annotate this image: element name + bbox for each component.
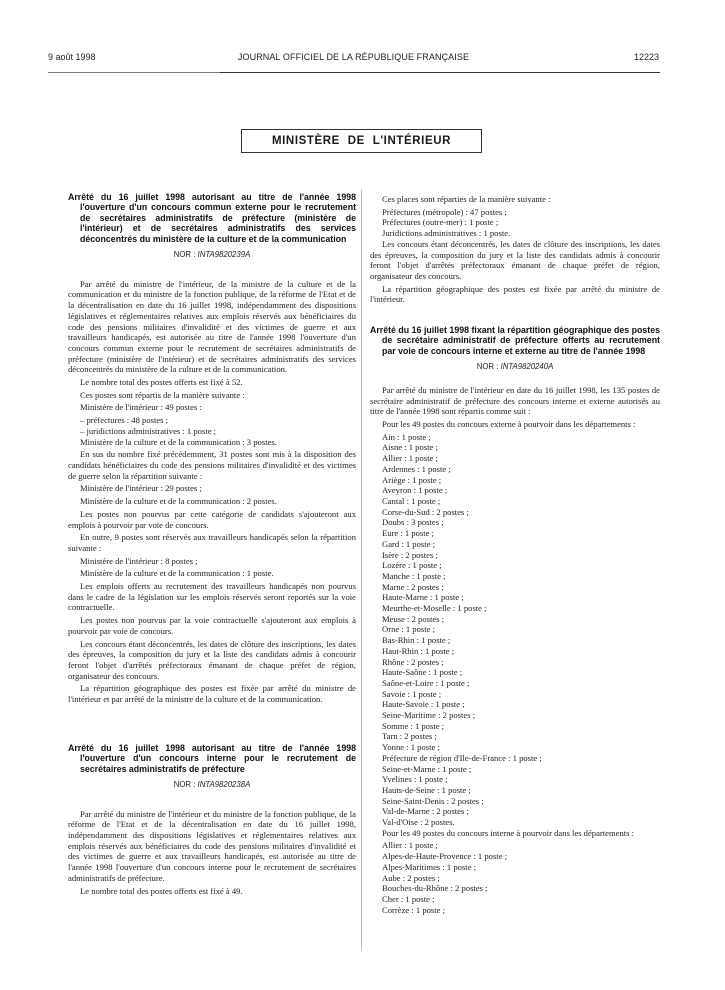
list-item: Ministère de l'intérieur : 49 postes : (80, 402, 202, 413)
department-item: Meurthe-et-Moselle : 1 poste ; (382, 603, 487, 614)
decree-title: Arrêté du 16 juillet 1998 autorisant au titre de l'année 1998 l'ouverture d'un concours commun externe pour le recrutement de secrétaires administratifs de préfecture (ministère de l'intérieur) et de secrétaires administratifs des services déconcentrés du ministère de la culture et de la communication (68, 192, 356, 244)
department-item: Haute-Savoie : 1 poste ; (382, 699, 465, 710)
department-item: Haut-Rhin : 1 poste ; (382, 645, 455, 656)
decree-externe (68, 192, 356, 705)
department-item: Corse-du-Sud : 2 postes ; (382, 506, 469, 517)
list-item: – préfectures : 48 postes ; (80, 415, 169, 426)
externe-department-list (370, 432, 660, 828)
list-item: Ministère de l'intérieur : 8 postes ; (80, 555, 198, 566)
department-item: Gard : 1 poste ; (382, 538, 435, 549)
department-item: Alpes-de-Haute-Provence : 1 poste ; (382, 851, 508, 862)
nor-code: INTA9820238A (197, 779, 251, 789)
nor-code: INTA9820239A (197, 250, 251, 260)
header-page-number: 12223 (633, 52, 659, 62)
ministry-title: MINISTÈRE DE L'INTÉRIEUR (271, 135, 452, 147)
paragraph: Le nombre total des postes offerts est fixé à 49. (80, 885, 243, 896)
department-item: Hauts-de-Seine : 1 poste ; (382, 784, 471, 795)
paragraph: Pour les 49 postes du concours externe à pourvoir dans les départements : (382, 419, 636, 430)
paragraph: Les postes non pourvus par la voie contractuelle s'ajouteront aux emplois à pourvoir par voie de concours. (68, 615, 356, 636)
column-divider (361, 190, 362, 950)
department-item: Seine-et-Marne : 1 poste ; (382, 763, 472, 774)
decree-repartition (370, 325, 660, 915)
list-item: Ministère de la culture et de la communication : 3 postes. (80, 436, 277, 447)
department-item: Val-d'Oise : 2 postes. (382, 817, 455, 828)
paragraph: Par arrêté du ministre de l'intérieur, de la ministre de la culture et de la communication et du ministre de la fonction publique, de la réforme de l'Etat et de la décentralisation en date du 16 juillet 1998, indépendamment des dispositions législatives et réglementaires relatives aux emplois réservés aux bénéficiaires du code des pensions militaires d'invalidité et des victimes de guerre et aux travailleurs handicapés, est autorisée au titre de l'année 1998 l'ouverture d'un concours commun externe pour le recrutement de secrétaires administratifs de préfecture (ministère de l'intérieur) et de secrétaires administratifs des services déconcentrés du ministère de la culture et de la communication. (68, 278, 356, 375)
department-item: Ardennes : 1 poste ; (382, 463, 451, 474)
department-item: Saône-et-Loire : 1 poste ; (382, 677, 470, 688)
department-item: Bas-Rhin : 1 poste ; (382, 635, 451, 646)
list-item: – juridictions administratives : 1 poste ; (80, 425, 217, 436)
department-item: Alpes-Maritimes : 1 poste ; (382, 861, 477, 872)
left-column (68, 192, 356, 898)
department-item: Marne : 2 postes ; (382, 581, 444, 592)
department-item: Cher : 1 poste ; (382, 894, 435, 904)
list-item: Préfectures (métropole) : 47 postes ; (382, 206, 507, 217)
department-item: Meuse : 2 postes ; (382, 613, 445, 624)
nor-code: INTA9820240A (500, 362, 554, 372)
department-item: Corrèze : 1 poste ; (382, 904, 446, 915)
page-header (48, 50, 659, 66)
department-item: Seine-Maritime : 2 postes ; (382, 710, 476, 721)
paragraph: Par arrêté du ministre de l'intérieur et du ministre de la fonction publique, de la réforme de l'Etat et de la décentralisation en date du 16 juillet 1998, indépendamment des dispositions législatives et réglementaires relatives aux emplois réservés aux bénéficiaires du code des pensions militaires d'invalidité et des victimes de guerre et aux travailleurs handicapés, est autorisée au titre de l'année 1998 l'ouverture d'un concours interne pour le recrutement de secrétaires administratifs de préfecture. (68, 808, 356, 883)
department-item: Aveyron : 1 poste ; (382, 485, 448, 496)
department-item: Ain : 1 poste ; (382, 431, 431, 442)
department-item: Somme : 1 poste ; (382, 720, 445, 731)
paragraph: Les concours étant déconcentrés, les dates de clôture des inscriptions, les dates des épreuves, la composition du jury et la liste des candidats admis à concourir feront l'objet d'arrêtés préfectoraux émanant de chaque préfet de région, organisateur des concours. (68, 638, 356, 681)
list-item: Ministère de la culture et de la communication : 2 postes. (80, 496, 277, 507)
decree-interne-continued (370, 194, 660, 305)
department-item: Seine-Saint-Denis : 2 postes ; (382, 795, 484, 806)
department-item: Préfecture de région d'Ile-de-France : 1 poste ; (382, 752, 542, 763)
paragraph: Ces places sont réparties de la manière suivante : (382, 194, 551, 204)
department-item: Aube : 2 postes ; (382, 872, 440, 883)
decree-interne (68, 743, 356, 897)
paragraph: Pour les 49 postes du concours interne à pourvoir dans les départements : (382, 827, 635, 838)
department-item: Rhône : 2 postes ; (382, 656, 444, 667)
paragraph: Par arrêté du ministre de l'intérieur en date du 16 juillet 1998, les 135 postes de secrétaire administratif de préfecture des concours interne et externe autorisés au titre de l'année 1998 sont répartis comme suit : (370, 384, 660, 417)
nor-reference: NOR : INTA9820238A (173, 779, 251, 789)
paragraph: Les emplois offerts au recrutement des travailleurs handicapés non pourvus dans le cadre de la législation sur les emplois réservés seront reportés sur la voie contractuelle. (68, 581, 356, 613)
paragraph: En sus du nombre fixé précédemment, 31 postes sont mis à la disposition des candidats bénéficiaires du code des pensions militaires d'invalidité et des victimes de guerre selon la répartition suivante : (68, 449, 356, 481)
interne-department-list (370, 840, 660, 915)
paragraph: La répartition géographique des postes est fixée par arrêté du ministre de l'intérieur. (370, 283, 660, 305)
department-item: Haute-Saône : 1 poste ; (382, 667, 463, 678)
decree-title: Arrêté du 16 juillet 1998 autorisant au titre de l'année 1998 l'ouverture d'un concours interne pour le recrutement de secrétaires administratifs de préfecture (68, 742, 356, 774)
right-column (370, 194, 660, 915)
department-item: Yvelines : 1 poste ; (382, 774, 448, 785)
department-item: Ariège : 1 poste ; (382, 474, 442, 485)
header-date: 9 août 1998 (48, 52, 96, 62)
department-item: Manche : 1 poste ; (382, 570, 446, 581)
department-item: Orne : 1 poste ; (382, 624, 435, 635)
list-item: Ministère de l'intérieur : 29 postes ; (80, 483, 202, 494)
paragraph: Les concours étant déconcentrés, les dates de clôture des inscriptions, les dates des épreuves, la composition du jury et la liste des candidats admis à concourir feront l'objet d'arrêtés préfectoraux émanant de chaque préfet de région, organisateur des concours. (370, 238, 660, 281)
paragraph: La répartition géographique des postes est fixée par arrêté du ministre de l'intérieur et par arrêté de la ministre de la culture et de la communication. (68, 683, 356, 705)
header-rule (220, 72, 660, 73)
department-item: Cantal : 1 poste ; (382, 495, 441, 506)
department-item: Haute-Marne : 1 poste ; (382, 592, 464, 603)
paragraph: En outre, 9 postes sont réservés aux travailleurs handicapés selon la répartition suivante : (68, 532, 356, 553)
nor-reference: NOR : INTA9820239A (173, 250, 251, 260)
department-item: Tarn : 2 postes ; (382, 731, 437, 742)
nor-reference: NOR : INTA9820240A (476, 362, 554, 372)
header-journal-title: JOURNAL OFFICIEL DE LA RÉPUBLIQUE FRANÇAISE (237, 52, 470, 62)
paragraph: Le nombre total des postes offerts est fixé à 52. (80, 377, 243, 388)
department-item: Yonne : 1 poste ; (382, 742, 440, 753)
list-item: Préfectures (outre-mer) : 1 poste ; (382, 217, 499, 228)
paragraph: Ces postes sont répartis de la manière suivante : (80, 389, 245, 400)
ministry-heading (241, 129, 482, 153)
paragraph: Les postes non pourvus par cette catégorie de candidats s'ajouteront aux emplois à pourvoir par voie de concours. (68, 508, 356, 530)
department-item: Allier : 1 poste ; (382, 840, 438, 851)
department-item: Eure : 1 poste ; (382, 528, 435, 539)
list-item: Ministère de la culture et de la communication : 1 poste. (80, 568, 274, 579)
department-item: Allier : 1 poste ; (382, 453, 438, 464)
department-item: Savoie : 1 poste ; (382, 688, 442, 699)
department-item: Doubs : 3 postes ; (382, 517, 444, 528)
list-item: Juridictions administratives : 1 poste. (382, 228, 511, 239)
decree-title: Arrêté du 16 juillet 1998 fixant la répartition géographique des postes de secrétaire administratif de préfecture offerts au recrutement par voie de concours interne et externe au titre de l'année 1998 (370, 325, 660, 356)
department-item: Lozère : 1 poste ; (382, 560, 442, 571)
department-item: Aisne : 1 poste ; (382, 442, 438, 453)
department-item: Isère : 2 postes ; (382, 549, 438, 560)
department-item: Val-de-Marne : 2 postes ; (382, 806, 469, 817)
department-item: Bouches-du-Rhône : 2 postes ; (382, 883, 488, 894)
